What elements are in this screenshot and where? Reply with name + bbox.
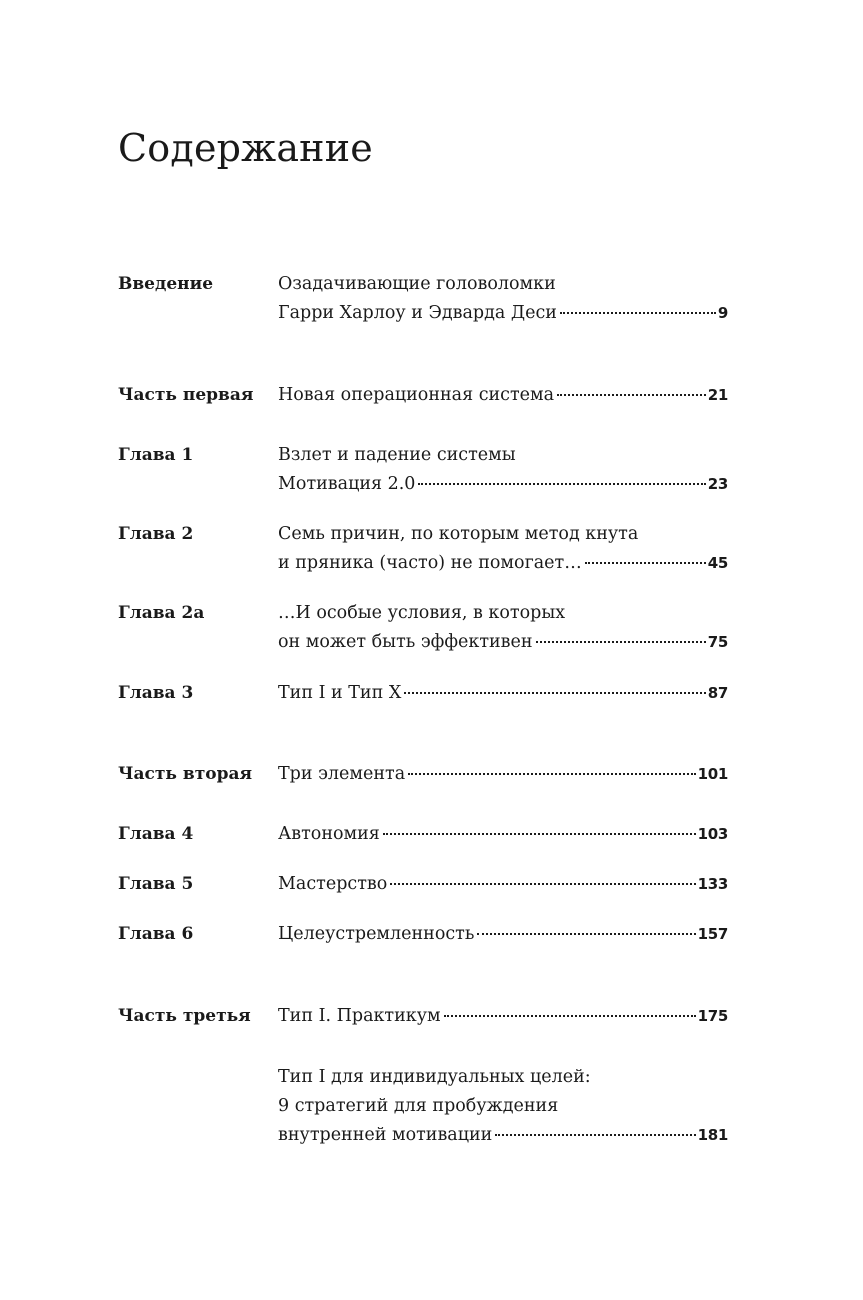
toc-entry-title xyxy=(278,599,728,657)
toc-entry-last-line xyxy=(278,470,728,499)
page-number: 101 xyxy=(697,765,728,783)
toc-entry-title-line: Автономия xyxy=(278,824,380,844)
toc-entry-label: Часть вторая xyxy=(118,764,253,784)
toc-entry-title-line: и пряника (часто) не помогает… xyxy=(278,553,582,573)
toc-entry-title-line: Взлет и падение системы xyxy=(278,445,516,465)
dot-leader xyxy=(390,883,695,885)
toc-entry-title-line: Тип I. Практикум xyxy=(278,1006,441,1026)
toc-entry-last-line xyxy=(278,820,728,849)
dot-leader xyxy=(444,1015,696,1017)
page-number: 87 xyxy=(707,684,728,702)
toc-entry-title-line: Гарри Харлоу и Эдварда Деси xyxy=(278,303,557,323)
toc-entry-title xyxy=(278,760,728,789)
dot-leader xyxy=(536,641,706,643)
toc-entry-title-line: Семь причин, по которым метод кнута xyxy=(278,524,639,544)
toc-entry-title-line: внутренней мотивации xyxy=(278,1125,493,1145)
toc-entry-last-line xyxy=(278,628,728,657)
toc-entry-title xyxy=(278,1002,728,1031)
toc-entry-last-line xyxy=(278,299,728,328)
toc-entry-label: Глава 4 xyxy=(118,824,194,844)
toc-entry-last-line xyxy=(278,381,728,410)
toc-entry-title-line: Целеустремленность xyxy=(278,924,475,944)
toc-entry-title-line: Новая операционная система xyxy=(278,385,555,405)
toc-entry-title-line: Тип I и Тип X xyxy=(278,683,402,703)
toc-entry-last-line xyxy=(278,760,728,789)
page-number: 75 xyxy=(707,633,728,651)
page-number: 103 xyxy=(697,825,728,843)
dot-leader xyxy=(383,833,696,835)
page-title: Содержание xyxy=(118,126,373,170)
toc-entry-last-line xyxy=(278,1002,728,1031)
toc-entry-title-line: 9 стратегий для пробуждения xyxy=(278,1096,559,1116)
dot-leader xyxy=(408,773,695,775)
dot-leader xyxy=(495,1134,695,1136)
toc-entry-title xyxy=(278,270,728,328)
page-number: 181 xyxy=(697,1126,728,1144)
toc-entry-last-line xyxy=(278,870,728,899)
toc-entry-title-line: Озадачивающие головоломки xyxy=(278,274,556,294)
toc-entry-title xyxy=(278,679,728,708)
toc-entry-title xyxy=(278,381,728,410)
toc-entry-label: Глава 2а xyxy=(118,603,205,623)
dot-leader xyxy=(418,483,705,485)
toc-entry-label: Глава 6 xyxy=(118,924,194,944)
toc-entry-title xyxy=(278,920,728,949)
toc-entry-title-line: …И особые условия, в которых xyxy=(278,603,566,623)
toc-entry-label: Часть третья xyxy=(118,1006,251,1026)
dot-leader xyxy=(477,933,695,935)
page-number: 157 xyxy=(697,925,728,943)
toc-entry-label: Введение xyxy=(118,274,214,294)
toc-entry-title xyxy=(278,1063,728,1150)
toc-entry-title-line: Мотивация 2.0 xyxy=(278,474,416,494)
toc-entry-label: Глава 5 xyxy=(118,874,194,894)
toc-entry-label: Часть первая xyxy=(118,385,254,405)
page-number: 23 xyxy=(707,475,728,493)
toc-entry-label: Глава 3 xyxy=(118,683,194,703)
toc-entry-last-line xyxy=(278,920,728,949)
dot-leader xyxy=(585,562,706,564)
toc-entry-title xyxy=(278,820,728,849)
toc-entry-label: Глава 2 xyxy=(118,524,194,544)
toc-entry-title xyxy=(278,870,728,899)
page-number: 9 xyxy=(717,304,728,322)
toc-entry-title-line: Мастерство xyxy=(278,874,388,894)
toc-entry-label: Глава 1 xyxy=(118,445,194,465)
toc-entry-last-line xyxy=(278,679,728,708)
toc-entry-last-line xyxy=(278,1121,728,1150)
dot-leader xyxy=(404,692,705,694)
toc-entry-title xyxy=(278,520,728,578)
toc-entry-last-line xyxy=(278,549,728,578)
toc-entry-title-line: он может быть эффективен xyxy=(278,632,533,652)
toc-entry-title xyxy=(278,441,728,499)
page-number: 45 xyxy=(707,554,728,572)
page-number: 21 xyxy=(707,386,728,404)
page-number: 133 xyxy=(697,875,728,893)
dot-leader xyxy=(560,312,716,314)
toc-entry-title-line: Тип I для индивидуальных целей: xyxy=(278,1067,591,1087)
page-number: 175 xyxy=(697,1007,728,1025)
dot-leader xyxy=(557,394,706,396)
toc-entry-title-line: Три элемента xyxy=(278,764,406,784)
